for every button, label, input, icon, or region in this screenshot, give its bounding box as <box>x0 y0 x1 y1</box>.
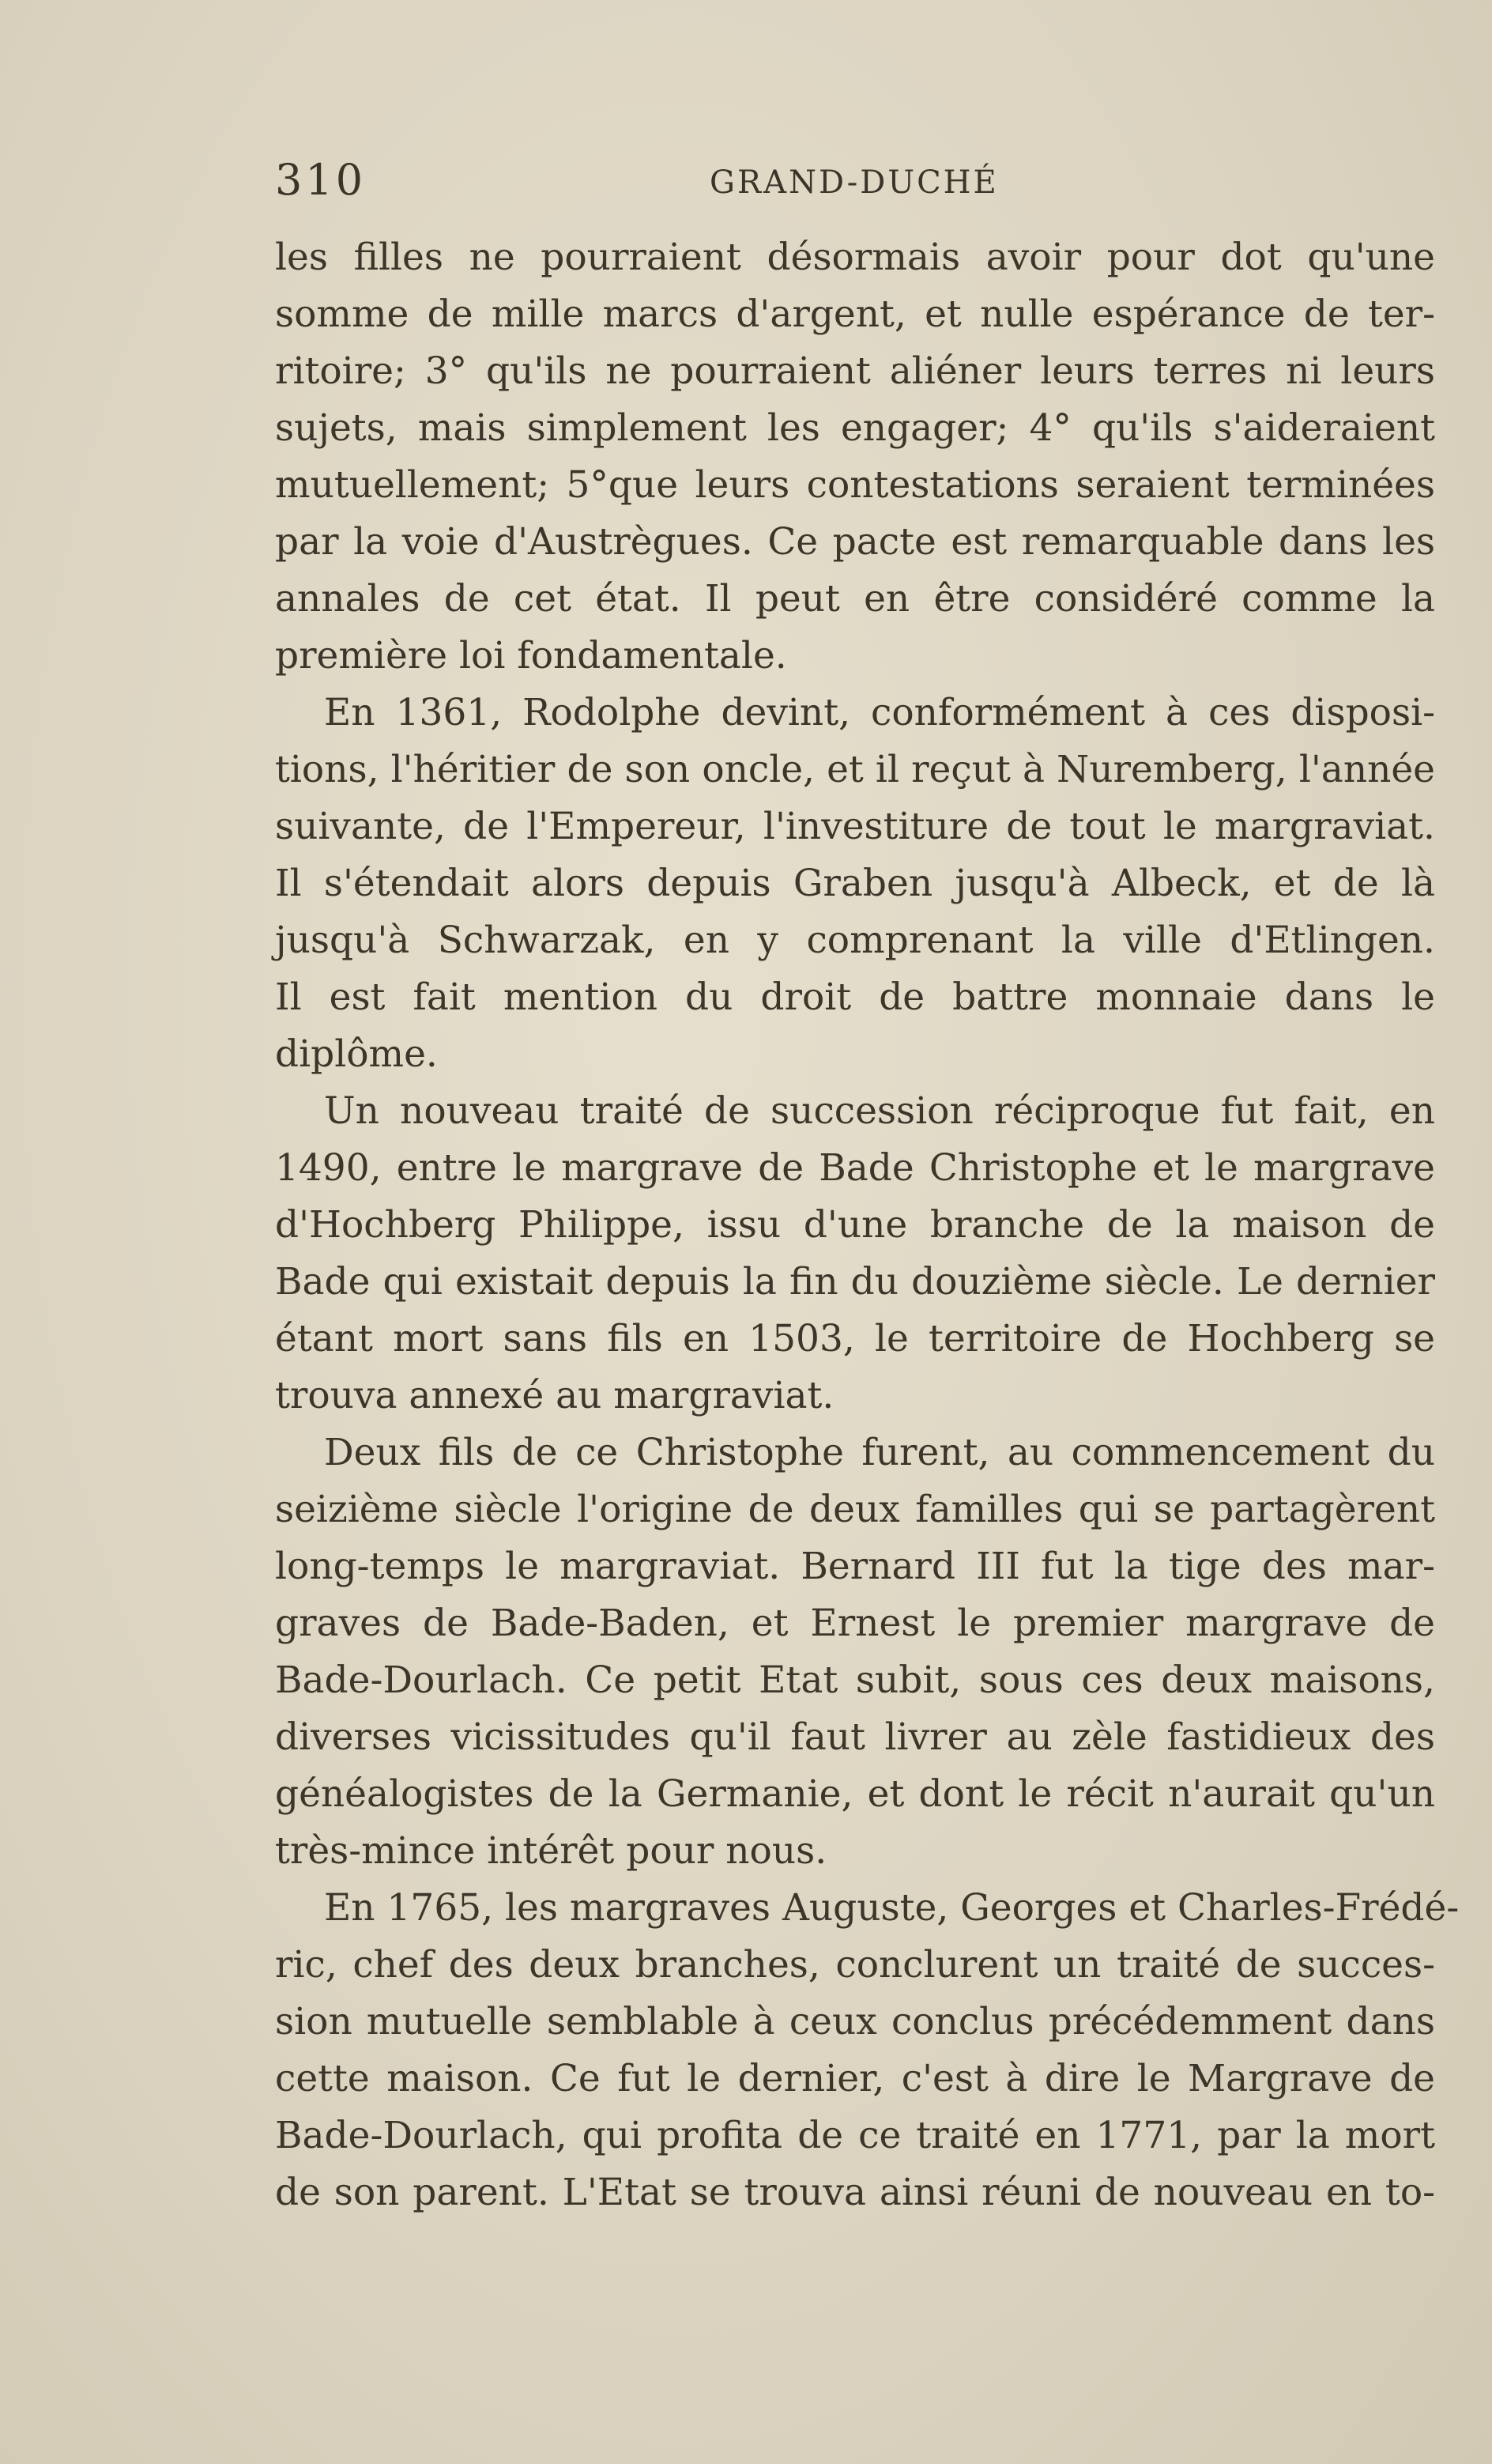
text-line: diverses vicissitudes qu'il faut livrer au zèle fastidieux des <box>275 1715 1435 1759</box>
text-line: les filles ne pourraient désormais avoir pour dot qu'une <box>275 236 1435 279</box>
text-line: ritoire; 3° qu'ils ne pourraient aliéner leurs terres ni leurs <box>275 349 1435 393</box>
paragraph <box>275 1424 1435 1880</box>
body-text <box>275 229 1460 2221</box>
text-line: première loi fondamentale. <box>275 634 787 677</box>
running-head-title: GRAND-DUCHÉ <box>710 164 999 201</box>
text-line: annales de cet état. Il peut en être considéré comme la <box>275 577 1435 621</box>
text-line: mutuellement; 5°que leurs contestations seraient terminées <box>275 463 1435 507</box>
text-line: graves de Bade-Baden, et Ernest le premier margrave de <box>275 1602 1435 1645</box>
text-line: d'Hochberg Philippe, issu d'une branche de la maison de <box>275 1203 1435 1247</box>
paragraph <box>275 685 1435 1083</box>
paragraph <box>275 1880 1460 2221</box>
text-line: Bade-Dourlach. Ce petit Etat subit, sous ces deux maisons, <box>275 1658 1435 1702</box>
text-line: jusqu'à Schwarzak, en y comprenant la ville d'Etlingen. <box>275 919 1435 962</box>
text-line: Deux fils de ce Christophe furent, au commencement du <box>324 1431 1435 1474</box>
text-line: En 1765, les margraves Auguste, Georges et Charles-Frédé- <box>324 1886 1460 1930</box>
text-line: suivante, de l'Empereur, l'investiture de tout le margraviat. <box>275 805 1435 848</box>
text-line: sujets, mais simplement les engager; 4° qu'ils s'aideraient <box>275 406 1435 450</box>
paragraph <box>275 229 1435 685</box>
text-line: somme de mille marcs d'argent, et nulle espérance de ter- <box>275 292 1435 336</box>
text-line: sion mutuelle semblable à ceux conclus précédemment dans <box>275 2000 1435 2043</box>
text-line: En 1361, Rodolphe devint, conformément à ces disposi- <box>324 691 1435 734</box>
text-line: Il s'étendait alors depuis Graben jusqu'à Albeck, et de là <box>275 862 1435 905</box>
text-line: Il est fait mention du droit de battre monnaie dans le <box>275 975 1435 1019</box>
text-line: ric, chef des deux branches, conclurent un traité de succes- <box>275 1943 1435 1987</box>
text-line: 1490, entre le margrave de Bade Christophe et le margrave <box>275 1146 1435 1190</box>
text-line: très-mince intérêt pour nous. <box>275 1829 827 1873</box>
text-line: seizième siècle l'origine de deux familles qui se partagèrent <box>275 1488 1435 1531</box>
text-line: par la voie d'Austrègues. Ce pacte est remarquable dans les <box>275 520 1435 564</box>
text-line: cette maison. Ce fut le dernier, c'est à dire le Margrave de <box>275 2057 1435 2100</box>
text-line: de son parent. L'Etat se trouva ainsi réuni de nouveau en to- <box>275 2171 1435 2214</box>
running-head <box>275 155 1435 218</box>
text-line: diplôme. <box>275 1032 438 1076</box>
text-line: trouva annexé au margraviat. <box>275 1374 835 1417</box>
page-number: 310 <box>275 155 367 205</box>
text-line: long-temps le margraviat. Bernard III fut la tige des mar- <box>275 1545 1435 1588</box>
text-line: Bade qui existait depuis la fin du douzième siècle. Le dernier <box>275 1260 1435 1304</box>
paragraph <box>275 1083 1435 1424</box>
text-line: généalogistes de la Germanie, et dont le récit n'aurait qu'un <box>275 1772 1435 1816</box>
text-line: Un nouveau traité de succession réciproque fut fait, en <box>324 1089 1435 1133</box>
text-line: étant mort sans fils en 1503, le territoire de Hochberg se <box>275 1317 1435 1360</box>
text-line: tions, l'héritier de son oncle, et il reçut à Nuremberg, l'année <box>275 748 1435 791</box>
text-line: Bade-Dourlach, qui profita de ce traité en 1771, par la mort <box>275 2114 1435 2157</box>
